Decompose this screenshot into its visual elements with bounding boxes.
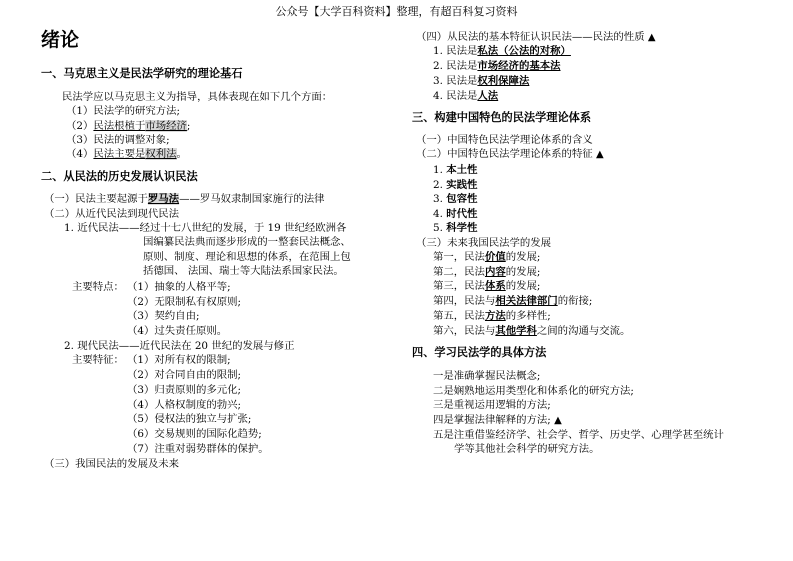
list-item: （3）归责原则的多元化; <box>127 384 242 396</box>
list-item: 2. 实践性 <box>433 179 478 191</box>
list-item: （3）民法的调整对象; <box>66 134 170 146</box>
section-1-heading: 一、马克思主义是民法学研究的理论基石 <box>41 67 243 80</box>
modern-1-line: 括德国、 法国、瑞士等大陆法系国家民法。 <box>143 265 344 277</box>
list-item: 第四，民法与相关法律部门的衔接; <box>433 295 593 307</box>
list-item: 第五，民法方法的多样性; <box>433 310 551 322</box>
list-item: （1）民法学的研究方法; <box>66 105 181 117</box>
list-item: 二是娴熟地运用类型化和体系化的研究方法; <box>433 385 634 397</box>
list-item: 1. 民法是私法（公法的对称） <box>433 45 571 57</box>
list-item: 四是掌握法律解释的方法; ▲ <box>433 414 562 426</box>
list-item: （5）侵权法的独立与扩张; <box>127 413 252 425</box>
section-3-heading: 三、构建中国特色的民法学理论体系 <box>412 111 592 124</box>
list-item: 4. 时代性 <box>433 208 478 220</box>
list-item: （1）对所有权的限制; <box>127 354 231 366</box>
list-item: 第二，民法内容的发展; <box>433 266 541 278</box>
list-item: （2）民法根植于市场经济; <box>66 120 191 132</box>
subsection-a: （一）中国特色民法学理论体系的含义 <box>416 134 593 146</box>
section-2-heading: 二、从民法的历史发展认识民法 <box>41 170 198 183</box>
page-header: 公众号【大学百科资料】整理，有超百科复习资料 <box>275 5 518 18</box>
list-item: 4. 民法是人法 <box>433 90 499 102</box>
modern-1-line: 原则、制度、理论和思想的体系，在范围上包 <box>143 251 351 263</box>
triangle-marker-icon: ▲ <box>647 32 656 43</box>
modern-2-line: 2. 现代民法——近代民法在 20 世纪的发展与修正 <box>64 340 295 352</box>
list-item: （2）对合同自由的限制; <box>127 369 242 381</box>
list-item: 1. 本土性 <box>433 164 478 176</box>
list-item: 第三，民法体系的发展; <box>433 280 541 292</box>
list-item: （4）民法主要是权利法。 <box>66 148 187 160</box>
list-item: 第一，民法价值的发展; <box>433 251 541 263</box>
list-item: （1）抽象的人格平等; <box>127 281 231 293</box>
list-item: 2. 民法是市场经济的基本法 <box>433 60 561 72</box>
list-item: （7）注重对弱势群体的保护。 <box>127 443 269 455</box>
section-4-heading: 四、学习民法学的具体方法 <box>412 346 547 359</box>
subsection-4: （四）从民法的基本特征认识民法——民法的性质 ▲ <box>416 31 656 43</box>
list-item: 3. 民法是权利保障法 <box>433 75 530 87</box>
subsection-c: （三）未来我国民法学的发展 <box>416 237 552 249</box>
list-item: （4）过失责任原则。 <box>127 325 228 337</box>
page-title: 绪论 <box>41 29 80 51</box>
subsection-1: （一）民法主要起源于罗马法——罗马奴隶制国家施行的法律 <box>44 193 325 205</box>
list-item: 三是重视运用逻辑的方法; <box>433 399 551 411</box>
list-item: 5. 科学性 <box>433 222 478 234</box>
subsection-3: （三）我国民法的发展及未来 <box>44 458 180 470</box>
triangle-marker-icon: ▲ <box>554 415 562 426</box>
features-label: 主要特点： <box>72 281 124 293</box>
list-item: 五是注重借鉴经济学、社会学、哲学、历史学、心理学甚至统计 <box>433 429 724 441</box>
list-item: 一是准确掌握民法概念; <box>433 370 541 382</box>
section-1-intro: 民法学应以马克思主义为指导，具体表现在如下几个方面： <box>62 91 333 103</box>
features-label: 主要特征： <box>72 354 124 366</box>
list-item: （3）契约自由; <box>127 310 200 322</box>
list-item: 第六，民法与其他学科之间的沟通与交流。 <box>433 325 631 337</box>
list-item: 3. 包容性 <box>433 193 478 205</box>
modern-1-line: 国编纂民法典而逐步形成的一整套民法概念、 <box>143 236 351 248</box>
subsection-b: （二）中国特色民法学理论体系的特征 ▲ <box>416 148 604 160</box>
list-item-continuation: 学等其他社会科学的研究方法。 <box>454 443 600 455</box>
list-item: （6）交易规则的国际化趋势; <box>127 428 262 440</box>
list-item: （4）人格权制度的勃兴; <box>127 399 242 411</box>
modern-1-line: 1. 近代民法——经过十七八世纪的发展，于 19 世纪经欧洲各 <box>64 222 347 234</box>
list-item: （2）无限制私有权原则; <box>127 296 242 308</box>
subsection-2: （二）从近代民法到现代民法 <box>44 208 180 220</box>
triangle-marker-icon: ▲ <box>595 149 604 160</box>
